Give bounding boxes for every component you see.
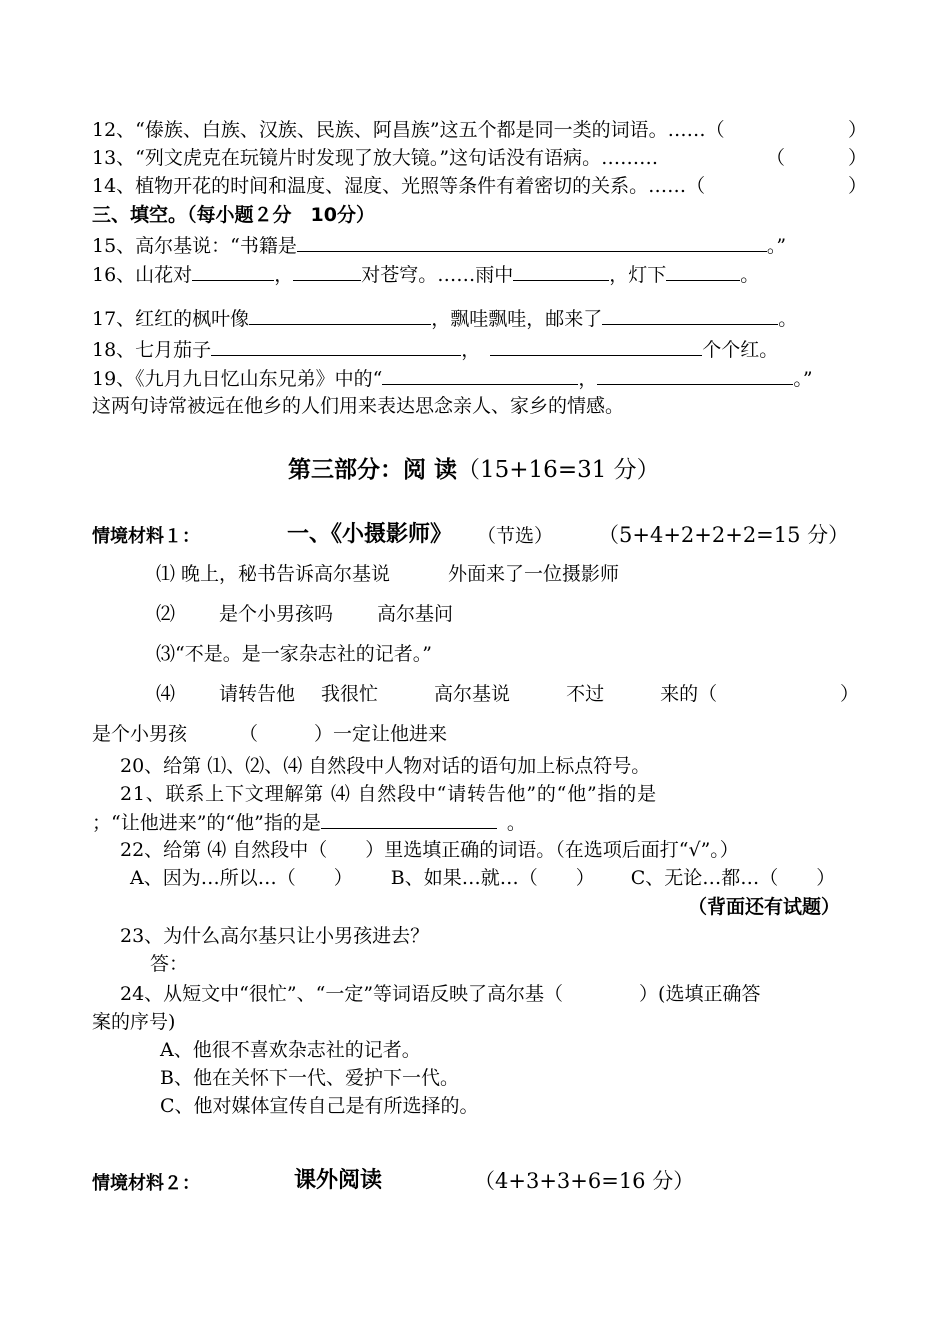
question-22: 22、给第 ⑷ 自然段中（ ）里选填正确的词语。（在选项后面打“√”。） bbox=[120, 839, 739, 861]
option-a[interactable]: A、因为…所以…（ ） bbox=[130, 867, 353, 889]
question-23-answer: 答： bbox=[150, 953, 189, 975]
option-b[interactable]: B、如果…就…（ ） bbox=[390, 867, 595, 889]
answer-paren-close: ） bbox=[848, 147, 868, 169]
question-22-options bbox=[130, 866, 835, 890]
material-2-title: 课外阅读 bbox=[294, 1168, 383, 1193]
back-page-note: （背面还有试题） bbox=[688, 896, 841, 918]
answer-paren-close: ） bbox=[848, 119, 868, 141]
question-19: 19、《九月九日忆山东兄弟》中的“ ， 。” bbox=[92, 368, 813, 390]
blank[interactable] bbox=[597, 366, 793, 385]
answer-paren-close: ） bbox=[848, 175, 868, 197]
question-17: 17、红红的枫叶像 ，飘哇飘哇，邮来了 。 bbox=[92, 308, 798, 330]
question-20: 20、给第 ⑴、⑵、⑷ 自然段中人物对话的语句加上标点符号。 bbox=[120, 755, 651, 777]
blank[interactable] bbox=[382, 366, 578, 385]
blank[interactable] bbox=[490, 337, 702, 356]
material-1-label: 情境材料１： bbox=[92, 526, 200, 547]
question-24-line2: 案的序号) bbox=[92, 1011, 176, 1033]
question-24-option-b[interactable]: B、他在关怀下一代、爱护下一代。 bbox=[160, 1067, 459, 1089]
question-23: 23、为什么高尔基只让小男孩进去？ bbox=[120, 925, 430, 947]
blank[interactable] bbox=[321, 810, 497, 829]
blank[interactable] bbox=[666, 262, 740, 281]
blank[interactable] bbox=[192, 262, 274, 281]
material-2-score: （4+3+3+6=16 分） bbox=[474, 1169, 695, 1193]
blank[interactable] bbox=[211, 337, 461, 356]
question-12: 12、“傣族、白族、汉族、民族、阿昌族”这五个都是同一类的词语。……（ ） bbox=[92, 119, 868, 141]
question-24: 24、从短文中“很忙”、“一定”等词语反映了高尔基（ ）(选填正确答 bbox=[120, 983, 761, 1005]
passage-paragraph-2: ⑵ 是个小男孩吗 高尔基问 bbox=[156, 603, 454, 625]
question-21-line2: ；“让他进来”的“他”指的是 。 bbox=[92, 812, 526, 834]
material-2-label: 情境材料２： bbox=[92, 1173, 200, 1194]
blank[interactable] bbox=[513, 262, 609, 281]
material-1-score: （5+4+2+2+2=15 分） bbox=[598, 523, 850, 547]
option-c[interactable]: C、无论…都…（ ） bbox=[630, 867, 836, 889]
blank[interactable] bbox=[293, 262, 361, 281]
question-24-option-a[interactable]: A、他很不喜欢杂志社的记者。 bbox=[160, 1039, 421, 1061]
blank[interactable] bbox=[602, 306, 778, 325]
passage-paragraph-3: ⑶“不是。是一家杂志社的记者。” bbox=[156, 643, 432, 665]
question-16: 16、山花对 ， 对苍穹。……雨中 ，灯下 。 bbox=[92, 264, 760, 286]
question-14: 14、植物开花的时间和温度、湿度、光照等条件有着密切的关系。……（ ） bbox=[92, 175, 868, 197]
part-3-heading: 第三部分：阅 读（15+16=31 分） bbox=[288, 457, 660, 483]
question-15: 15、高尔基说：“书籍是 。” bbox=[92, 235, 787, 257]
question-18: 18、七月茄子 ， 个个红。 bbox=[92, 339, 779, 361]
material-1-note: （节选） bbox=[477, 525, 554, 547]
passage-paragraph-4-cont: 是个小男孩 （ ）一定让他进来 bbox=[92, 723, 448, 745]
answer-paren-open: （ bbox=[766, 147, 786, 169]
question-24-option-c[interactable]: C、他对媒体宣传自己是有所选择的。 bbox=[160, 1095, 479, 1117]
question-19-line2: 这两句诗常被远在他乡的人们用来表达思念亲人、家乡的情感。 bbox=[92, 395, 625, 417]
blank[interactable] bbox=[297, 233, 767, 252]
blank[interactable] bbox=[249, 306, 431, 325]
material-1-title: 一、《小摄影师》 bbox=[287, 522, 453, 547]
passage-paragraph-1: ⑴ 晚上，秘书告诉高尔基说 外面来了一位摄影师 bbox=[156, 563, 620, 585]
question-21: 21、联系上下文理解第 ⑷ 自然段中“请转告他”的“他”指的是 bbox=[120, 783, 657, 805]
fill-heading: 三、填空。（每小题２分 10分） bbox=[92, 204, 375, 226]
question-13: 13、“列文虎克在玩镜片时发现了放大镜。”这句话没有语病。……… （ ） bbox=[92, 147, 868, 169]
passage-paragraph-4: ⑷ 请转告他 我很忙 高尔基说 不过 来的（ ） bbox=[156, 683, 860, 705]
